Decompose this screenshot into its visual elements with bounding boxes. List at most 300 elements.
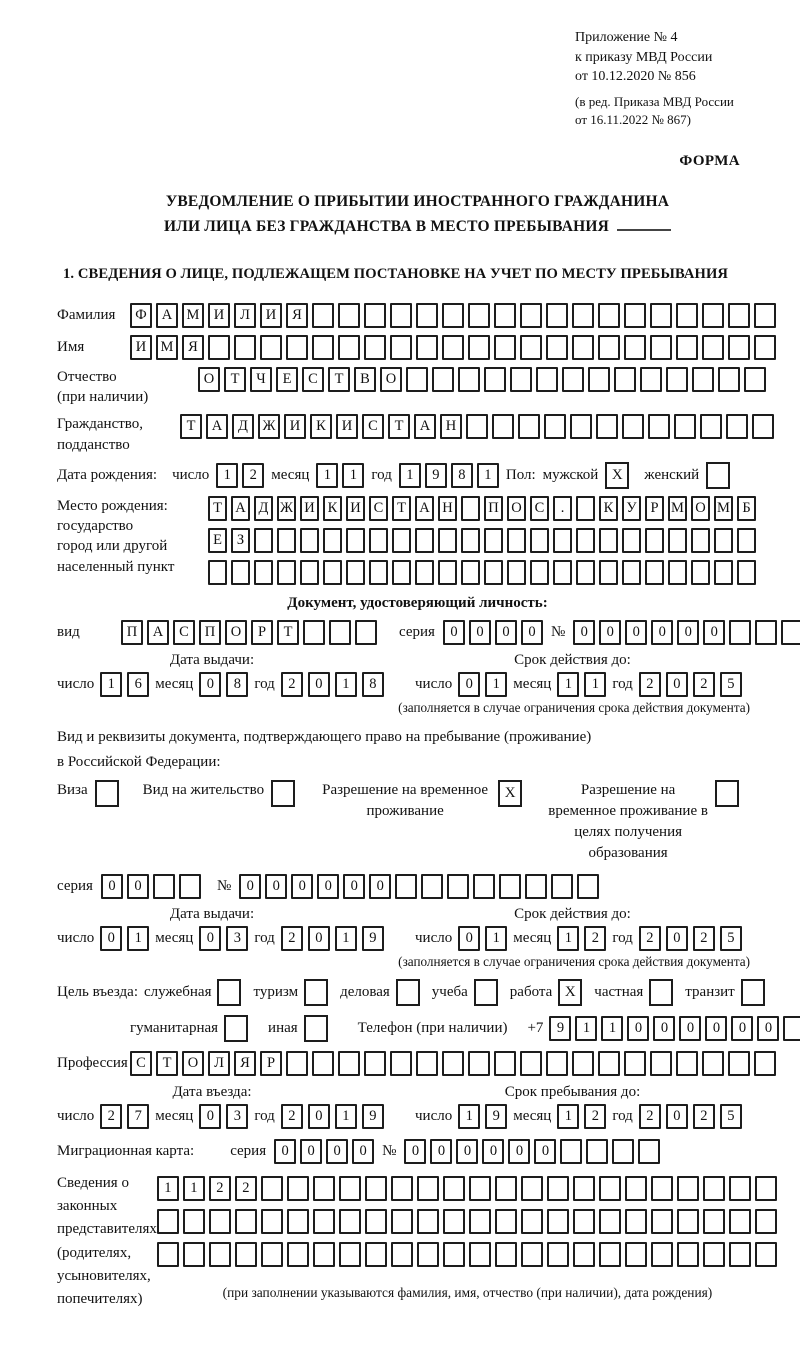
form-cell[interactable] bbox=[783, 1016, 800, 1041]
form-cell[interactable]: 1 bbox=[216, 463, 238, 488]
form-cell[interactable] bbox=[714, 560, 733, 585]
form-cell[interactable] bbox=[676, 303, 698, 328]
form-cell[interactable]: 8 bbox=[451, 463, 473, 488]
form-cell[interactable] bbox=[438, 560, 457, 585]
form-cell[interactable]: 0 bbox=[677, 620, 699, 645]
form-cell[interactable]: К bbox=[599, 496, 618, 521]
form-cell[interactable] bbox=[530, 560, 549, 585]
form-cell[interactable] bbox=[668, 528, 687, 553]
form-cell[interactable] bbox=[650, 303, 672, 328]
form-cell[interactable] bbox=[691, 528, 710, 553]
form-cell[interactable] bbox=[691, 560, 710, 585]
form-cell[interactable]: Л bbox=[234, 303, 256, 328]
form-cell[interactable] bbox=[668, 560, 687, 585]
form-cell[interactable] bbox=[260, 335, 282, 360]
form-cell[interactable]: Т bbox=[392, 496, 411, 521]
form-cell[interactable] bbox=[572, 303, 594, 328]
form-cell[interactable] bbox=[692, 367, 714, 392]
form-cell[interactable] bbox=[625, 1242, 647, 1267]
form-cell[interactable]: П bbox=[484, 496, 503, 521]
form-cell[interactable]: 3 bbox=[226, 926, 248, 951]
form-cell[interactable]: Т bbox=[224, 367, 246, 392]
form-cell[interactable] bbox=[572, 1051, 594, 1076]
form-cell[interactable]: Р bbox=[251, 620, 273, 645]
form-cell[interactable] bbox=[395, 874, 417, 899]
form-cell[interactable]: 1 bbox=[335, 926, 357, 951]
form-cell[interactable] bbox=[744, 367, 766, 392]
form-cell[interactable]: П bbox=[199, 620, 221, 645]
form-cell[interactable]: 1 bbox=[557, 926, 579, 951]
form-cell[interactable] bbox=[392, 528, 411, 553]
form-cell[interactable]: 0 bbox=[100, 926, 122, 951]
form-cell[interactable] bbox=[365, 1209, 387, 1234]
form-cell[interactable] bbox=[726, 414, 748, 439]
form-cell[interactable] bbox=[755, 1209, 777, 1234]
form-cell[interactable] bbox=[598, 1051, 620, 1076]
form-cell[interactable] bbox=[576, 560, 595, 585]
form-cell[interactable] bbox=[640, 367, 662, 392]
form-cell[interactable] bbox=[650, 1051, 672, 1076]
form-cell[interactable]: 0 bbox=[199, 1104, 221, 1129]
form-cell[interactable]: 0 bbox=[599, 620, 621, 645]
form-cell[interactable] bbox=[277, 560, 296, 585]
form-cell[interactable] bbox=[510, 367, 532, 392]
form-cell[interactable] bbox=[645, 528, 664, 553]
form-cell[interactable] bbox=[674, 414, 696, 439]
form-cell[interactable]: Р bbox=[260, 1051, 282, 1076]
form-cell[interactable] bbox=[530, 528, 549, 553]
form-cell[interactable]: 2 bbox=[235, 1176, 257, 1201]
form-cell[interactable] bbox=[546, 303, 568, 328]
form-cell[interactable]: 0 bbox=[573, 620, 595, 645]
form-cell[interactable] bbox=[599, 528, 618, 553]
form-cell[interactable] bbox=[209, 1209, 231, 1234]
form-cell[interactable]: И bbox=[130, 335, 152, 360]
form-cell[interactable] bbox=[622, 528, 641, 553]
form-cell[interactable] bbox=[651, 1209, 673, 1234]
form-cell[interactable] bbox=[612, 1139, 634, 1164]
form-cell[interactable]: 0 bbox=[495, 620, 517, 645]
purpose-other-checkbox[interactable] bbox=[304, 1015, 328, 1042]
form-cell[interactable]: С bbox=[173, 620, 195, 645]
form-cell[interactable] bbox=[729, 1209, 751, 1234]
form-cell[interactable] bbox=[754, 335, 776, 360]
form-cell[interactable] bbox=[650, 335, 672, 360]
form-cell[interactable]: У bbox=[622, 496, 641, 521]
form-cell[interactable]: Т bbox=[156, 1051, 178, 1076]
form-cell[interactable] bbox=[494, 1051, 516, 1076]
form-cell[interactable] bbox=[153, 874, 175, 899]
form-cell[interactable]: 0 bbox=[343, 874, 365, 899]
form-cell[interactable] bbox=[677, 1209, 699, 1234]
form-cell[interactable] bbox=[755, 1242, 777, 1267]
form-cell[interactable]: . bbox=[553, 496, 572, 521]
form-cell[interactable]: 2 bbox=[281, 1104, 303, 1129]
form-cell[interactable]: О bbox=[225, 620, 247, 645]
form-cell[interactable] bbox=[312, 303, 334, 328]
form-cell[interactable] bbox=[286, 335, 308, 360]
form-cell[interactable] bbox=[468, 303, 490, 328]
form-cell[interactable] bbox=[494, 303, 516, 328]
form-cell[interactable] bbox=[461, 528, 480, 553]
form-cell[interactable] bbox=[369, 528, 388, 553]
form-cell[interactable] bbox=[754, 303, 776, 328]
form-cell[interactable] bbox=[573, 1176, 595, 1201]
form-cell[interactable] bbox=[183, 1242, 205, 1267]
form-cell[interactable] bbox=[338, 1051, 360, 1076]
form-cell[interactable] bbox=[417, 1176, 439, 1201]
sex-female-checkbox[interactable] bbox=[706, 462, 730, 489]
form-cell[interactable]: 0 bbox=[731, 1016, 753, 1041]
form-cell[interactable] bbox=[781, 620, 800, 645]
form-cell[interactable] bbox=[520, 335, 542, 360]
form-cell[interactable] bbox=[355, 620, 377, 645]
form-cell[interactable]: 0 bbox=[443, 620, 465, 645]
form-cell[interactable]: 0 bbox=[274, 1139, 296, 1164]
form-cell[interactable] bbox=[329, 620, 351, 645]
form-cell[interactable]: М bbox=[714, 496, 733, 521]
form-cell[interactable]: 9 bbox=[362, 926, 384, 951]
form-cell[interactable] bbox=[737, 528, 756, 553]
form-cell[interactable]: 0 bbox=[534, 1139, 556, 1164]
purpose-study-checkbox[interactable] bbox=[474, 979, 498, 1006]
form-cell[interactable] bbox=[546, 1051, 568, 1076]
form-cell[interactable] bbox=[651, 1242, 673, 1267]
form-cell[interactable] bbox=[737, 560, 756, 585]
form-cell[interactable]: 0 bbox=[291, 874, 313, 899]
form-cell[interactable]: 1 bbox=[485, 672, 507, 697]
form-cell[interactable]: А bbox=[147, 620, 169, 645]
form-cell[interactable] bbox=[676, 335, 698, 360]
form-cell[interactable] bbox=[415, 560, 434, 585]
form-cell[interactable]: 1 bbox=[335, 1104, 357, 1129]
form-cell[interactable] bbox=[521, 1209, 543, 1234]
form-cell[interactable]: 0 bbox=[627, 1016, 649, 1041]
form-cell[interactable]: 1 bbox=[335, 672, 357, 697]
form-cell[interactable] bbox=[599, 1176, 621, 1201]
form-cell[interactable] bbox=[625, 1209, 647, 1234]
form-cell[interactable]: Т bbox=[388, 414, 410, 439]
form-cell[interactable] bbox=[303, 620, 325, 645]
purpose-private-checkbox[interactable] bbox=[649, 979, 673, 1006]
form-cell[interactable] bbox=[391, 1209, 413, 1234]
form-cell[interactable]: 0 bbox=[308, 672, 330, 697]
form-cell[interactable] bbox=[588, 367, 610, 392]
form-cell[interactable] bbox=[728, 303, 750, 328]
form-cell[interactable] bbox=[729, 620, 751, 645]
form-cell[interactable]: И bbox=[346, 496, 365, 521]
form-cell[interactable] bbox=[492, 414, 514, 439]
form-cell[interactable] bbox=[547, 1242, 569, 1267]
form-cell[interactable]: 0 bbox=[458, 672, 480, 697]
form-cell[interactable]: 6 bbox=[127, 672, 149, 697]
form-cell[interactable] bbox=[443, 1209, 465, 1234]
form-cell[interactable]: Я bbox=[286, 303, 308, 328]
form-cell[interactable] bbox=[235, 1209, 257, 1234]
form-cell[interactable] bbox=[622, 414, 644, 439]
form-cell[interactable]: З bbox=[231, 528, 250, 553]
form-cell[interactable]: О bbox=[198, 367, 220, 392]
form-cell[interactable]: 0 bbox=[352, 1139, 374, 1164]
form-cell[interactable]: И bbox=[284, 414, 306, 439]
temp-residence-education-checkbox[interactable] bbox=[715, 780, 739, 807]
form-cell[interactable] bbox=[718, 367, 740, 392]
form-cell[interactable] bbox=[365, 1242, 387, 1267]
form-cell[interactable] bbox=[752, 414, 774, 439]
form-cell[interactable] bbox=[553, 560, 572, 585]
form-cell[interactable] bbox=[438, 528, 457, 553]
form-cell[interactable] bbox=[209, 1242, 231, 1267]
form-cell[interactable] bbox=[599, 1209, 621, 1234]
form-cell[interactable] bbox=[570, 414, 592, 439]
form-cell[interactable]: Е bbox=[208, 528, 227, 553]
form-cell[interactable]: Я bbox=[234, 1051, 256, 1076]
form-cell[interactable] bbox=[442, 303, 464, 328]
form-cell[interactable] bbox=[507, 560, 526, 585]
form-cell[interactable] bbox=[208, 560, 227, 585]
form-cell[interactable] bbox=[648, 414, 670, 439]
purpose-transit-checkbox[interactable] bbox=[741, 979, 765, 1006]
form-cell[interactable]: 1 bbox=[183, 1176, 205, 1201]
form-cell[interactable]: Б bbox=[737, 496, 756, 521]
form-cell[interactable] bbox=[323, 560, 342, 585]
form-cell[interactable]: И bbox=[300, 496, 319, 521]
form-cell[interactable] bbox=[700, 414, 722, 439]
form-cell[interactable] bbox=[313, 1242, 335, 1267]
form-cell[interactable] bbox=[254, 560, 273, 585]
form-cell[interactable]: А bbox=[414, 414, 436, 439]
form-cell[interactable] bbox=[507, 528, 526, 553]
form-cell[interactable] bbox=[544, 414, 566, 439]
form-cell[interactable] bbox=[339, 1242, 361, 1267]
form-cell[interactable]: А bbox=[415, 496, 434, 521]
form-cell[interactable] bbox=[651, 1176, 673, 1201]
form-cell[interactable] bbox=[573, 1209, 595, 1234]
form-cell[interactable] bbox=[484, 367, 506, 392]
form-cell[interactable]: 1 bbox=[342, 463, 364, 488]
form-cell[interactable] bbox=[432, 367, 454, 392]
form-cell[interactable] bbox=[598, 303, 620, 328]
form-cell[interactable] bbox=[702, 303, 724, 328]
form-cell[interactable] bbox=[313, 1209, 335, 1234]
form-cell[interactable]: О bbox=[507, 496, 526, 521]
form-cell[interactable] bbox=[703, 1176, 725, 1201]
form-cell[interactable]: М bbox=[156, 335, 178, 360]
form-cell[interactable]: К bbox=[323, 496, 342, 521]
form-cell[interactable] bbox=[417, 1242, 439, 1267]
form-cell[interactable] bbox=[338, 303, 360, 328]
residence-permit-checkbox[interactable] bbox=[271, 780, 295, 807]
form-cell[interactable] bbox=[484, 528, 503, 553]
form-cell[interactable] bbox=[521, 1242, 543, 1267]
form-cell[interactable] bbox=[754, 1051, 776, 1076]
form-cell[interactable] bbox=[577, 874, 599, 899]
form-cell[interactable]: 1 bbox=[601, 1016, 623, 1041]
form-cell[interactable]: О bbox=[182, 1051, 204, 1076]
form-cell[interactable] bbox=[369, 560, 388, 585]
form-cell[interactable] bbox=[469, 1209, 491, 1234]
form-cell[interactable] bbox=[417, 1209, 439, 1234]
form-cell[interactable]: 2 bbox=[584, 1104, 606, 1129]
sex-male-checkbox[interactable]: X bbox=[605, 462, 629, 489]
form-cell[interactable]: Т bbox=[328, 367, 350, 392]
form-cell[interactable] bbox=[261, 1242, 283, 1267]
form-cell[interactable] bbox=[461, 496, 480, 521]
form-cell[interactable]: 1 bbox=[557, 672, 579, 697]
form-cell[interactable] bbox=[598, 335, 620, 360]
form-cell[interactable]: 0 bbox=[308, 1104, 330, 1129]
form-cell[interactable]: Е bbox=[276, 367, 298, 392]
form-cell[interactable]: 0 bbox=[127, 874, 149, 899]
form-cell[interactable]: 2 bbox=[639, 926, 661, 951]
form-cell[interactable] bbox=[573, 1242, 595, 1267]
form-cell[interactable] bbox=[392, 560, 411, 585]
form-cell[interactable] bbox=[677, 1176, 699, 1201]
form-cell[interactable]: 0 bbox=[199, 672, 221, 697]
form-cell[interactable] bbox=[468, 1051, 490, 1076]
form-cell[interactable] bbox=[447, 874, 469, 899]
form-cell[interactable]: Н bbox=[440, 414, 462, 439]
form-cell[interactable]: С bbox=[302, 367, 324, 392]
form-cell[interactable] bbox=[346, 560, 365, 585]
form-cell[interactable]: 1 bbox=[399, 463, 421, 488]
form-cell[interactable]: М bbox=[668, 496, 687, 521]
form-cell[interactable]: 0 bbox=[239, 874, 261, 899]
form-cell[interactable]: 0 bbox=[757, 1016, 779, 1041]
form-cell[interactable]: 3 bbox=[226, 1104, 248, 1129]
form-cell[interactable] bbox=[469, 1176, 491, 1201]
form-cell[interactable] bbox=[287, 1176, 309, 1201]
form-cell[interactable] bbox=[312, 335, 334, 360]
temp-residence-checkbox[interactable]: X bbox=[498, 780, 522, 807]
form-cell[interactable] bbox=[287, 1209, 309, 1234]
form-cell[interactable]: 8 bbox=[362, 672, 384, 697]
form-cell[interactable]: 0 bbox=[625, 620, 647, 645]
form-cell[interactable]: С bbox=[530, 496, 549, 521]
form-cell[interactable] bbox=[300, 528, 319, 553]
form-cell[interactable]: 2 bbox=[693, 1104, 715, 1129]
form-cell[interactable] bbox=[702, 335, 724, 360]
form-cell[interactable] bbox=[755, 1176, 777, 1201]
form-cell[interactable]: 0 bbox=[404, 1139, 426, 1164]
form-cell[interactable]: Ф bbox=[130, 303, 152, 328]
purpose-official-checkbox[interactable] bbox=[217, 979, 241, 1006]
form-cell[interactable] bbox=[443, 1176, 465, 1201]
form-cell[interactable]: И bbox=[260, 303, 282, 328]
form-cell[interactable] bbox=[183, 1209, 205, 1234]
form-cell[interactable] bbox=[596, 414, 618, 439]
form-cell[interactable] bbox=[624, 1051, 646, 1076]
form-cell[interactable] bbox=[364, 1051, 386, 1076]
form-cell[interactable] bbox=[157, 1242, 179, 1267]
form-cell[interactable] bbox=[390, 335, 412, 360]
form-cell[interactable]: 0 bbox=[199, 926, 221, 951]
form-cell[interactable] bbox=[553, 528, 572, 553]
form-cell[interactable]: А bbox=[156, 303, 178, 328]
form-cell[interactable] bbox=[551, 874, 573, 899]
form-cell[interactable]: 1 bbox=[100, 672, 122, 697]
form-cell[interactable]: 0 bbox=[369, 874, 391, 899]
form-cell[interactable]: И bbox=[336, 414, 358, 439]
form-cell[interactable] bbox=[599, 560, 618, 585]
form-cell[interactable] bbox=[391, 1176, 413, 1201]
form-cell[interactable]: 0 bbox=[679, 1016, 701, 1041]
form-cell[interactable] bbox=[624, 303, 646, 328]
form-cell[interactable] bbox=[677, 1242, 699, 1267]
form-cell[interactable] bbox=[536, 367, 558, 392]
form-cell[interactable] bbox=[572, 335, 594, 360]
form-cell[interactable] bbox=[234, 335, 256, 360]
form-cell[interactable] bbox=[391, 1242, 413, 1267]
form-cell[interactable] bbox=[576, 496, 595, 521]
form-cell[interactable]: С bbox=[362, 414, 384, 439]
form-cell[interactable] bbox=[520, 1051, 542, 1076]
form-cell[interactable] bbox=[365, 1176, 387, 1201]
form-cell[interactable]: 1 bbox=[127, 926, 149, 951]
form-cell[interactable]: 8 bbox=[226, 672, 248, 697]
form-cell[interactable] bbox=[546, 335, 568, 360]
form-cell[interactable]: Т bbox=[277, 620, 299, 645]
purpose-work-checkbox[interactable]: X bbox=[558, 979, 582, 1006]
form-cell[interactable]: 0 bbox=[705, 1016, 727, 1041]
form-cell[interactable] bbox=[518, 414, 540, 439]
form-cell[interactable] bbox=[390, 1051, 412, 1076]
form-cell[interactable]: Ч bbox=[250, 367, 272, 392]
form-cell[interactable]: Р bbox=[645, 496, 664, 521]
form-cell[interactable] bbox=[676, 1051, 698, 1076]
form-cell[interactable] bbox=[442, 1051, 464, 1076]
form-cell[interactable]: 1 bbox=[316, 463, 338, 488]
form-cell[interactable]: 2 bbox=[209, 1176, 231, 1201]
form-cell[interactable] bbox=[461, 560, 480, 585]
form-cell[interactable] bbox=[638, 1139, 660, 1164]
form-cell[interactable] bbox=[599, 1242, 621, 1267]
form-cell[interactable] bbox=[728, 1051, 750, 1076]
form-cell[interactable] bbox=[703, 1209, 725, 1234]
form-cell[interactable]: И bbox=[208, 303, 230, 328]
form-cell[interactable] bbox=[728, 335, 750, 360]
form-cell[interactable] bbox=[313, 1176, 335, 1201]
form-cell[interactable] bbox=[416, 335, 438, 360]
form-cell[interactable] bbox=[521, 1176, 543, 1201]
form-cell[interactable]: Я bbox=[182, 335, 204, 360]
form-cell[interactable] bbox=[525, 874, 547, 899]
form-cell[interactable]: 0 bbox=[666, 1104, 688, 1129]
purpose-business-checkbox[interactable] bbox=[396, 979, 420, 1006]
form-cell[interactable] bbox=[560, 1139, 582, 1164]
form-cell[interactable]: 2 bbox=[639, 672, 661, 697]
form-cell[interactable] bbox=[254, 528, 273, 553]
form-cell[interactable] bbox=[562, 367, 584, 392]
form-cell[interactable] bbox=[473, 874, 495, 899]
form-cell[interactable]: 0 bbox=[508, 1139, 530, 1164]
form-cell[interactable] bbox=[286, 1051, 308, 1076]
form-cell[interactable] bbox=[520, 303, 542, 328]
form-cell[interactable]: В bbox=[354, 367, 376, 392]
form-cell[interactable] bbox=[323, 528, 342, 553]
form-cell[interactable]: 1 bbox=[485, 926, 507, 951]
form-cell[interactable] bbox=[666, 367, 688, 392]
form-cell[interactable] bbox=[339, 1176, 361, 1201]
form-cell[interactable]: Н bbox=[438, 496, 457, 521]
form-cell[interactable] bbox=[547, 1176, 569, 1201]
form-cell[interactable]: 0 bbox=[326, 1139, 348, 1164]
form-cell[interactable] bbox=[157, 1209, 179, 1234]
form-cell[interactable]: 0 bbox=[521, 620, 543, 645]
form-cell[interactable] bbox=[547, 1209, 569, 1234]
form-cell[interactable]: П bbox=[121, 620, 143, 645]
form-cell[interactable] bbox=[466, 414, 488, 439]
